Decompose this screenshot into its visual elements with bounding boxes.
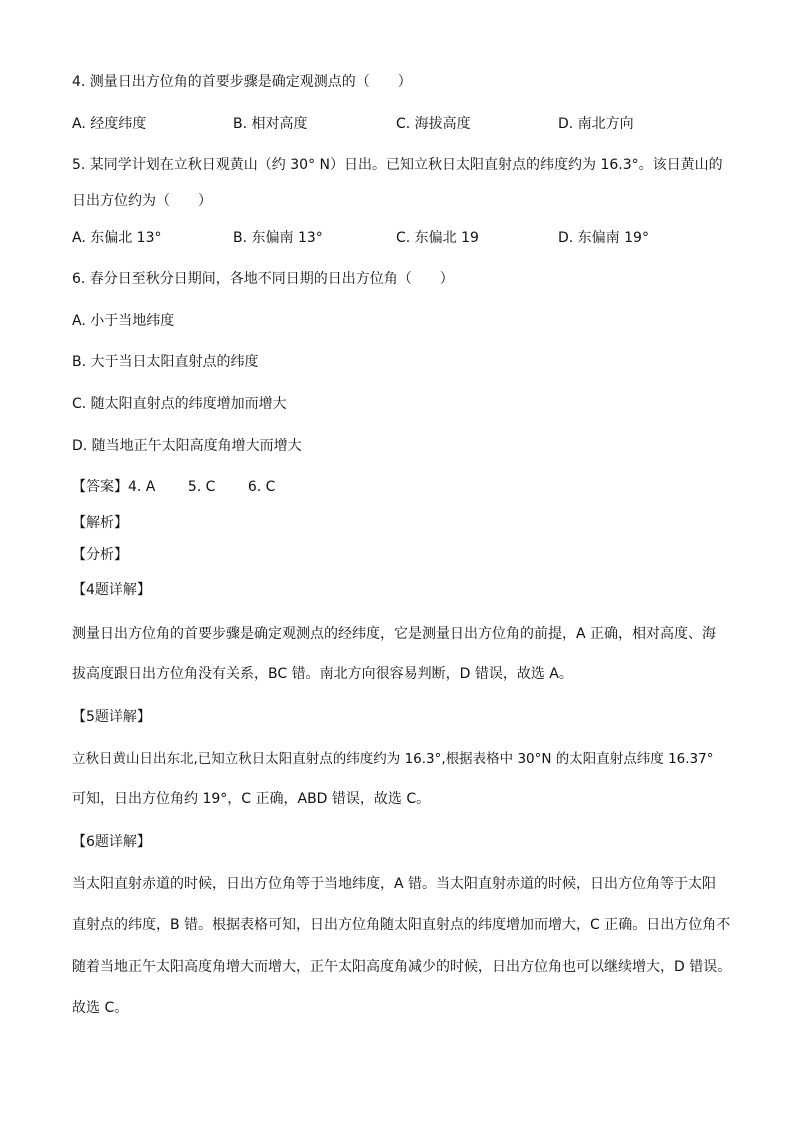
detail-4-line2: 拔高度跟日出方位角没有关系，BC 错。南北方向很容易判断，D 错误，故选 A。 — [72, 666, 573, 682]
detail-6-line2: 直射点的纬度，B 错。根据表格可知，日出方位角随太阳直射点的纬度增加而增大，C 正确。日出方位角不 — [72, 917, 731, 933]
detail-4-title: 【4题详解】 — [72, 582, 151, 598]
q5-option-b: B. 东偏南 13° — [233, 230, 323, 246]
q4-option-d: D. 南北方向 — [558, 116, 634, 132]
question-6-stem: 6. 春分日至秋分日期间，各地不同日期的日出方位角（ ） — [72, 271, 454, 287]
q6-option-c: C. 随太阳直射点的纬度增加而增大 — [72, 396, 287, 412]
detail-5-line1: 立秋日黄山日出东北,已知立秋日太阳直射点的纬度约为 16.3°,根据表格中 30°N 的太阳直射点纬度 16.37° — [72, 751, 714, 767]
fenxi-heading: 【分析】 — [72, 547, 128, 563]
detail-5-line2: 可知，日出方位角约 19°，C 正确，ABD 错误，故选 C。 — [72, 791, 431, 807]
jiexi-heading: 【解析】 — [72, 515, 128, 531]
answer-text: 4. A 5. C 6. C — [128, 479, 276, 495]
q4-option-b: B. 相对高度 — [233, 116, 308, 132]
q6-option-d: D. 随当地正午太阳高度角增大而增大 — [72, 438, 302, 454]
detail-6-line1: 当太阳直射赤道的时候，日出方位角等于当地纬度，A 错。当太阳直射赤道的时候，日出方位角等于太阳 — [72, 876, 717, 892]
q4-option-a: A. 经度纬度 — [72, 116, 147, 132]
answer-line — [72, 477, 275, 497]
q6-option-b: B. 大于当日太阳直射点的纬度 — [72, 354, 259, 370]
question-5-stem-line2: 日出方位约为（ ） — [72, 193, 212, 209]
q5-option-a: A. 东偏北 13° — [72, 230, 162, 246]
detail-6-title: 【6题详解】 — [72, 834, 151, 850]
q5-option-d: D. 东偏南 19° — [558, 230, 649, 246]
detail-5-title: 【5题详解】 — [72, 709, 151, 725]
question-5-stem-line1: 5. 某同学计划在立秋日观黄山（约 30° N）日出。已知立秋日太阳直射点的纬度约为 16.3°。该日黄山的 — [72, 157, 723, 173]
answer-label: 【答案】 — [72, 479, 128, 495]
detail-6-line3: 随着当地正午太阳高度角增大而增大，正午太阳高度角减少的时候，日出方位角也可以继续增大，D 错误。 — [72, 959, 732, 975]
detail-6-line4: 故选 C。 — [72, 1000, 129, 1016]
q6-option-a: A. 小于当地纬度 — [72, 313, 175, 329]
q5-option-c: C. 东偏北 19 — [396, 230, 479, 246]
question-4-stem: 4. 测量日出方位角的首要步骤是确定观测点的（ ） — [72, 74, 412, 90]
detail-4-line1: 测量日出方位角的首要步骤是确定观测点的经纬度，它是测量日出方位角的前提，A 正确，相对高度、海 — [72, 626, 717, 642]
q4-option-c: C. 海拔高度 — [396, 116, 471, 132]
